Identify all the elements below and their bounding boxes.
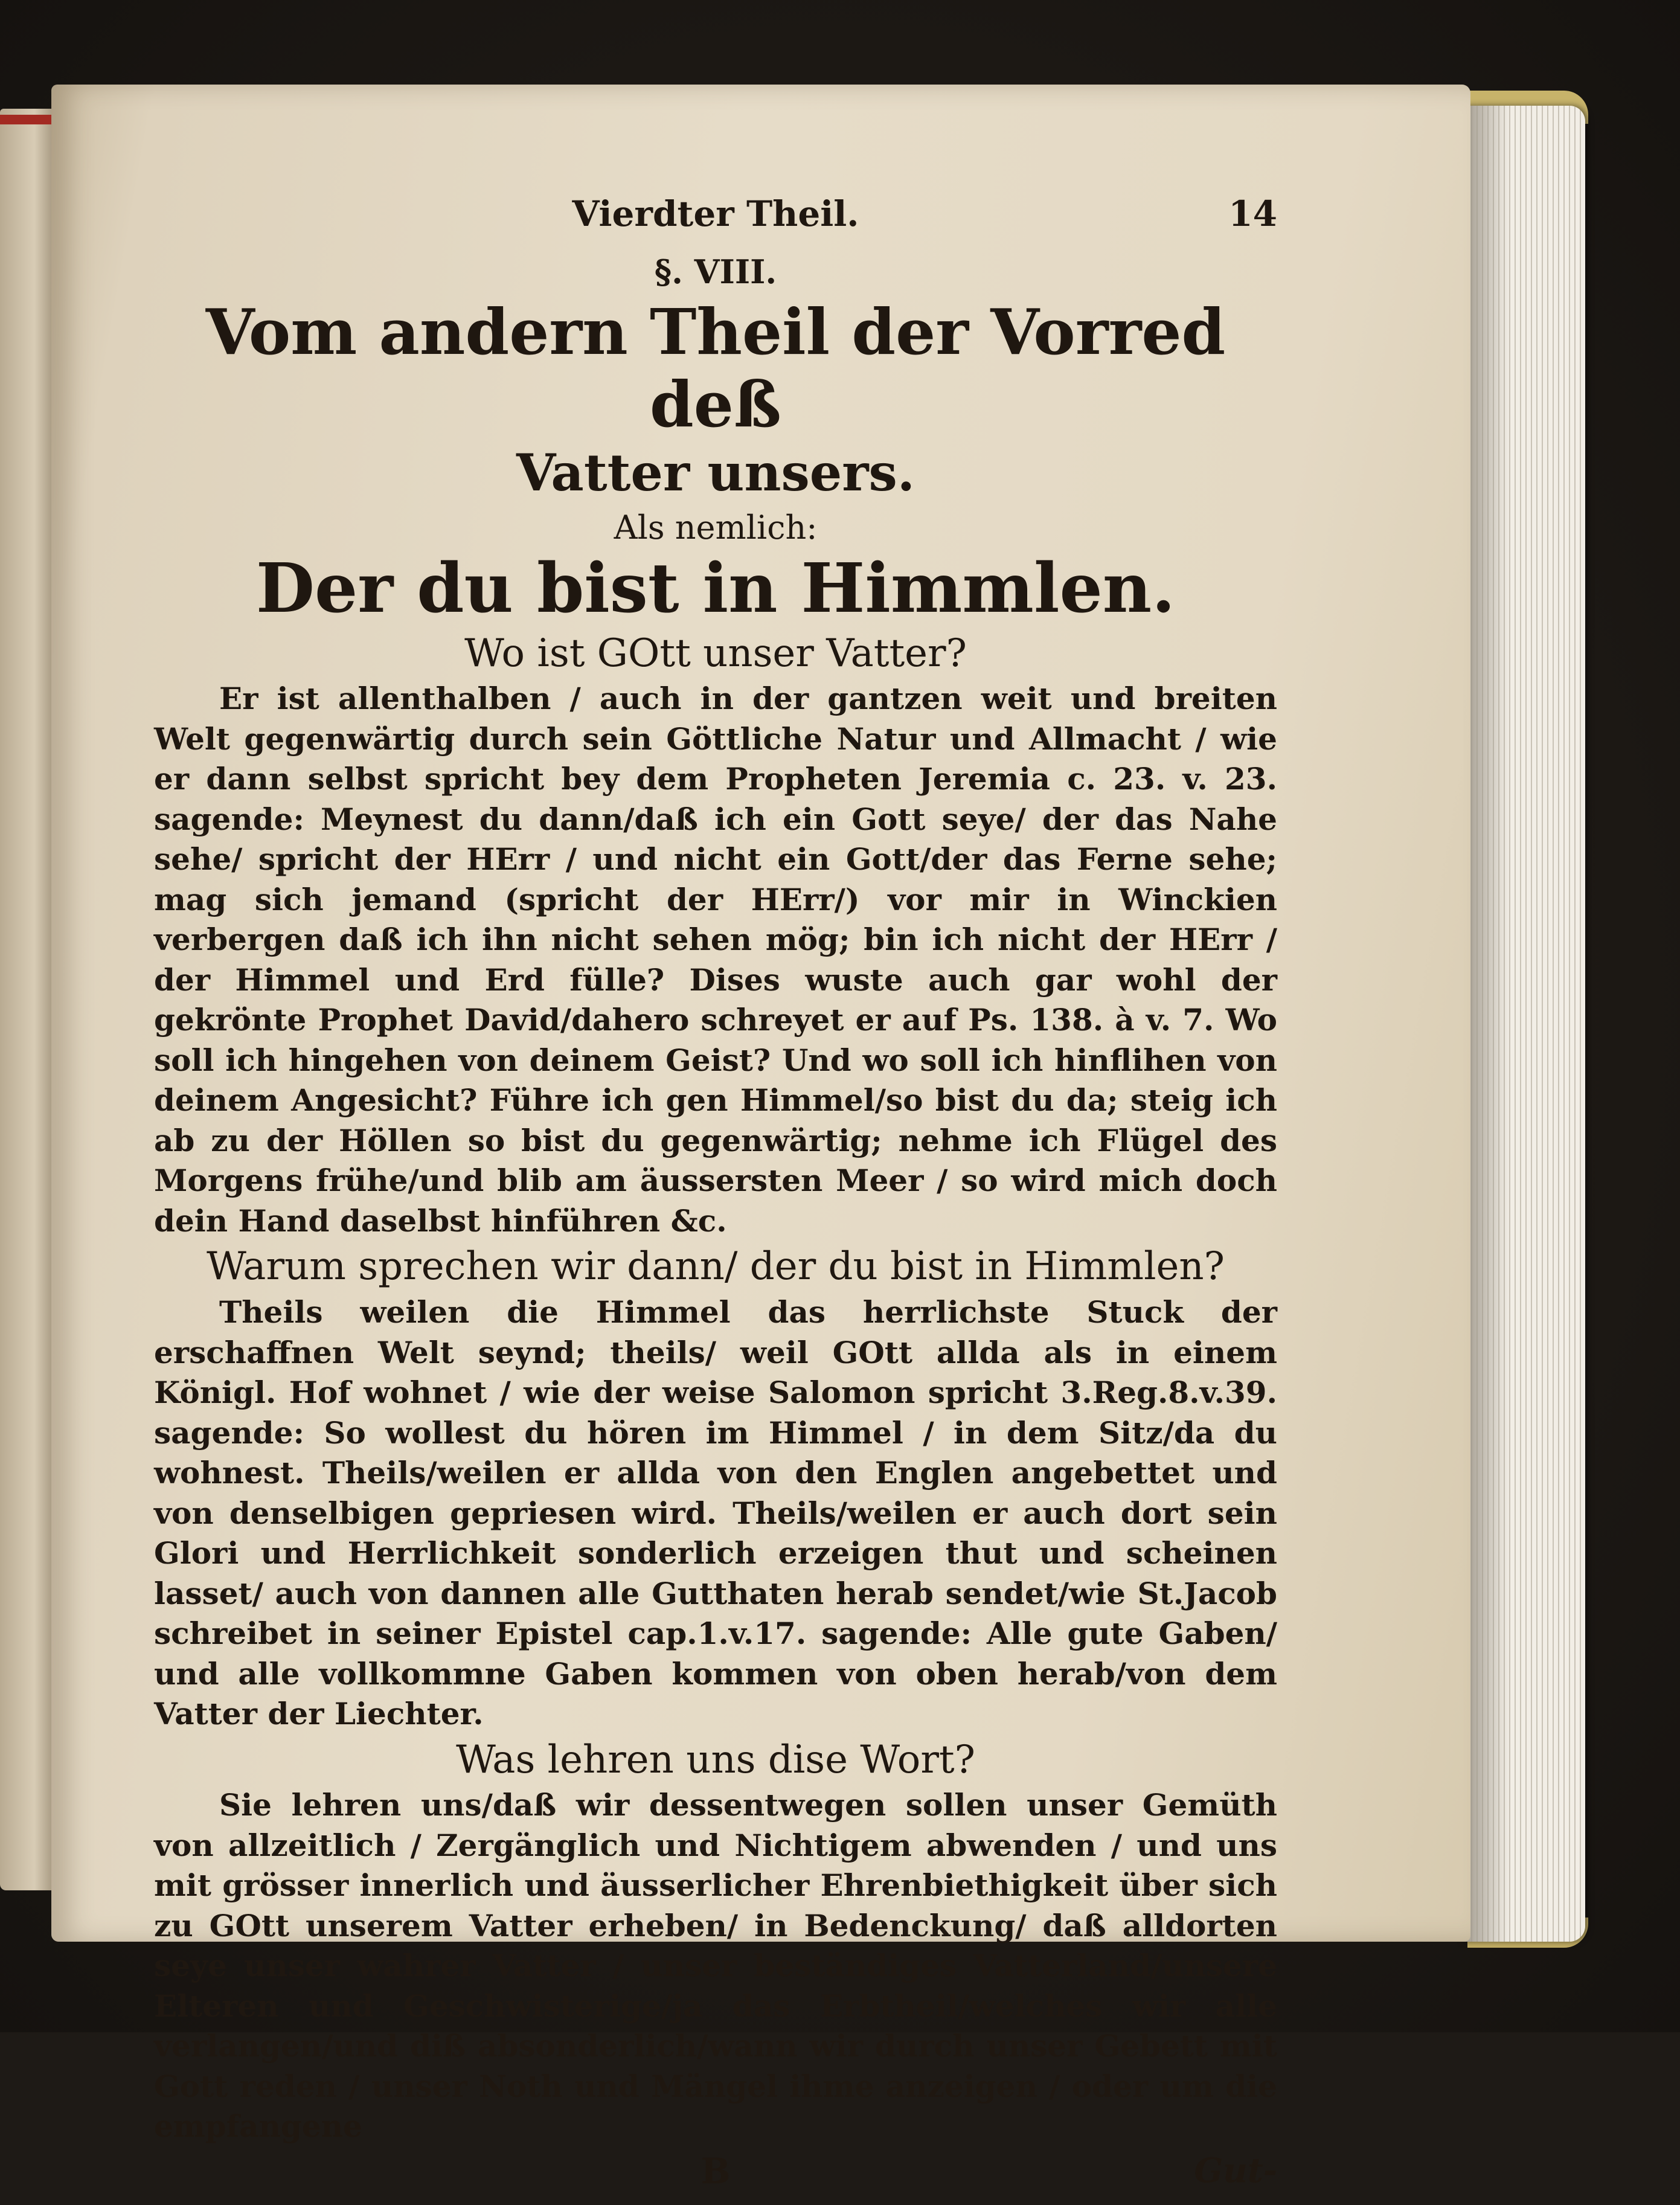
page-header bbox=[154, 193, 1277, 248]
lead-in: Als nemlich: bbox=[614, 508, 818, 547]
answer-paragraph: Sie lehren uns/daß wir dessentwegen sollen unser Gemüth von allzeitlich / Zergänglich und Nichtigem abwenden / und uns mit grösser innerlich und äusserlicher Ehrenbiethigkeit über sich zu GOtt unserem Vatter erheben/ in Bedenckung/ daß alldorten seye unser wahrer Vatter / unser beständiges Vatterland/unsere Elteren und Geschwisterige/ja das Erbtheil/welches wir alle verlangen/und diß absonderlich/wann wir durch unser Gebett mit Gott reden / unser Noth und Mängel ihme anzeigen / oder um die empfangene bbox=[154, 1787, 1277, 2145]
page-text bbox=[154, 193, 1277, 2205]
page-number: 14 bbox=[1228, 193, 1277, 234]
qa-block-2 bbox=[154, 1244, 1277, 1734]
running-title: Vierdter Theil. bbox=[572, 193, 859, 234]
answer-paragraph: Er ist allenthalben / auch in der gantzen weit und breiten Welt gegenwärtig durch sein Göttliche Natur und Allmacht / wie er dann selbst spricht bey dem Propheten Jeremia c. 23. v. 23. sagende: Meynest du dann/daß ich ein Gott seye/ der das Nahe sehe/ spricht der HErr / und nicht ein Gott/der das Ferne sehe; mag sich jemand (spricht der HErr/) vor mir in Winckien verbergen daß ich ihn nicht sehen mög; bin ich nicht der HErr / der Himmel und Erd fülle? Dises wuste auch gar wohl der gekrönte Prophet David/dahero schreyet er auf Ps. 138. à v. 7. Wo soll ich hingehen von deinem Geist? Und wo soll ich hinflihen von deinem Angesicht? Führe ich gen Himmel/so bist du da; steig ich ab zu der Höllen so bist du gegenwärtig; nehme ich Flügel des Morgens frühe/und blib am äussersten Meer / so wird mich doch dein Hand daselbst hinführen &c. bbox=[154, 681, 1277, 1239]
qa-block-1 bbox=[154, 631, 1277, 1242]
answer-paragraph: Theils weilen die Himmel das herrlichste Stuck der erschaffnen Welt seynd; theils/ weil GOtt allda als in einem Königl. Hof wohnet / wie der weise Salomon spricht 3.Reg.8.v.39. sagende: So wollest du hören im Himmel / in dem Sitz/da du wohnest. Theils/weilen er allda von den Englen angebettet und von denselbigen gepriesen wird. Theils/weilen er auch dort sein Glori und Herrlichkeit sonderlich erzeigen thut und scheinen lasset/ auch von dannen alle Gutthaten herab sendet/wie St.Jacob schreibet in seiner Epistel cap.1.v.17. sagende: Alle gute Gaben/ und alle vollkommne Gaben kommen von oben herab/von dem Vatter der Liechter. bbox=[154, 1294, 1277, 1732]
catchword: Gut- bbox=[1194, 2150, 1277, 2191]
question-heading: Wo ist GOtt unser Vatter? bbox=[464, 631, 967, 676]
qa-block-3 bbox=[154, 1737, 1277, 2147]
facing-page-edge bbox=[0, 109, 57, 1890]
question-heading: Was lehren uns dise Wort? bbox=[456, 1737, 975, 1782]
chapter-title: Vom andern Theil der Vorred deß bbox=[205, 295, 1226, 441]
signature-mark: B bbox=[701, 2150, 731, 2192]
chapter-subtitle: Vatter unsers. bbox=[516, 443, 915, 503]
page-edges-stack bbox=[1461, 106, 1585, 1942]
page-footer bbox=[154, 2151, 1277, 2205]
question-heading: Warum sprechen wir dann/ der du bist in Himmlen? bbox=[207, 1244, 1225, 1289]
main-heading: Der du bist in Himmlen. bbox=[255, 548, 1176, 628]
section-number: §. VIII. bbox=[654, 252, 777, 291]
